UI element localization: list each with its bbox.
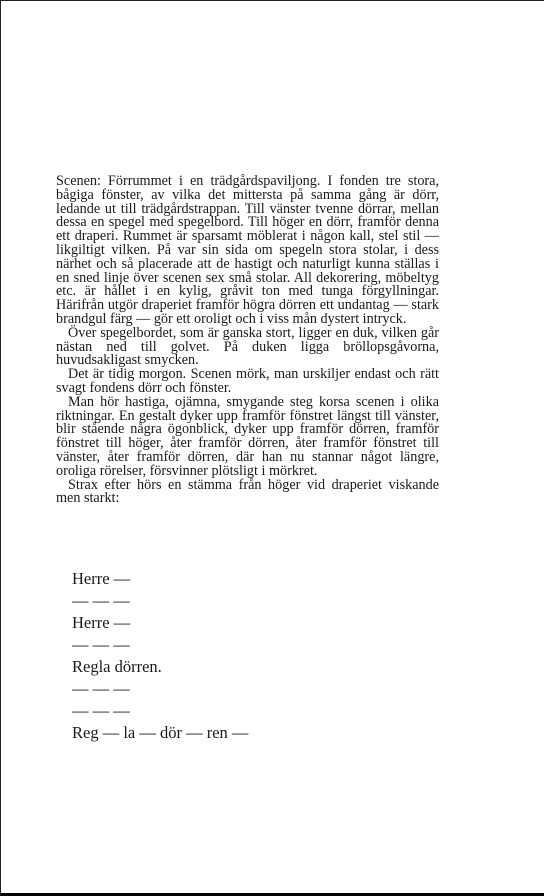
paragraph-scene: Scenen: Förrummet i en trädgårdspaviljong. I fonden tre stora, bågiga fönster, av vilka det mittersta på samma gång är dörr, ledande ut till trädgårdstrappan. Till vänster tvenne dörrar, mellan dessa en spegel med spegelbord. Till höger en dörr, framför denna ett draperi. Rummet är sparsamt möblerat i någon kall, stel stil — likgiltigt vilken. På var sin sida om spegeln stora stolar, i dess närhet och så placerade att de hastigt och naturligt kunna ställas i en sned linje över scenen sex små stolar. All dekorering, möbeltyg etc. är hållet i en kylig, gråvit ton med tunga förgyllningar. Härifrån utgör draperiet framför högra dörren ett undantag — stark brandgul färg — gör ett oroligt och i viss mån dystert intryck. (56, 173, 439, 327)
dialogue-line: Herre — (72, 613, 131, 632)
dialogue (72, 568, 432, 744)
stage-direction (56, 175, 439, 506)
paragraph-footsteps: Man hör hastiga, ojämna, smygande steg korsa scenen i olika riktningar. En gestalt dyker upp framför fönstret längst till vänster, blir stående några ögonblick, dyker upp framför dörren, framför fönstret till höger, åter framför dörren, åter framför fönstret till vänster, åter framför dörren, där han nu stannar något längre, oroliga rörelser, försvinner plötsligt i mörkret. (56, 393, 439, 479)
dialogue-line: Reg — la — dör — ren — (72, 723, 249, 742)
dialogue-pause: — — — (72, 591, 130, 610)
paragraph-morning: Det är tidig morgon. Scenen mörk, man urskiljer endast och rätt svagt fondens dörr och fönster. (56, 366, 439, 396)
dialogue-pause: — — — (72, 701, 130, 720)
dialogue-line: Herre — (72, 569, 131, 588)
dialogue-pause: — — — (72, 679, 130, 698)
dialogue-line: Regla dörren. (72, 657, 162, 676)
paragraph-voice: Strax efter hörs en stämma från höger vid draperiet viskande men starkt: (56, 476, 439, 507)
dialogue-pause: — — — (72, 635, 130, 654)
paragraph-mirror-table: Över spegelbordet, som är ganska stort, ligger en duk, vilken går nästan ned till golvet. På duken ligga bröllopsgåvorna, huvudsakligast smycken. (56, 324, 439, 369)
